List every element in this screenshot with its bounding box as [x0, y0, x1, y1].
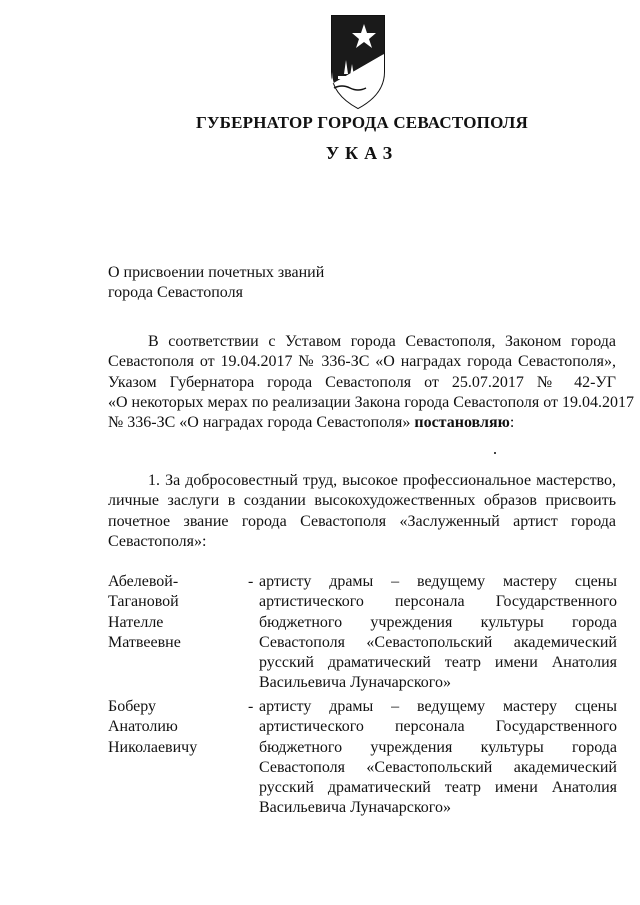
- preamble-line: Севастополя от 19.04.2017 № 336-ЗС «О наградах города Севастополя»,: [108, 353, 616, 371]
- clause-line: 1. За добросовестный труд, высокое профессиональное мастерство,: [148, 472, 616, 489]
- document-type-heading: УКАЗ: [325, 143, 399, 163]
- preamble-last-text: № 336-ЗС «О наградах города Севастополя»: [108, 414, 411, 432]
- awardee-name-line: Николаевичу: [108, 738, 198, 756]
- awardee-dash: -: [248, 573, 254, 590]
- preamble-line: В соответствии с Уставом города Севастополя, Законом города: [148, 333, 616, 350]
- description-line: бюджетного учреждения культуры города: [259, 613, 617, 631]
- awardee-name: [108, 572, 238, 653]
- description-line: русский драматический театр имени Анатолия: [259, 779, 617, 797]
- stray-mark: [494, 452, 496, 454]
- clause-line: личные заслуги в создании высокохудожественных образов присвоить: [108, 492, 616, 510]
- description-line: Севастополя «Севастопольский академический: [259, 758, 617, 776]
- preamble-line: [108, 413, 616, 433]
- awardee-description: [259, 572, 617, 694]
- preamble-line: Указом Губернатора города Севастополя от 25.07.2017 № 42-УГ: [108, 373, 616, 391]
- awardee-name-line: Абелевой-: [108, 573, 179, 590]
- awardee-name-line: Боберу: [108, 698, 157, 715]
- clause-1-paragraph: [108, 471, 616, 552]
- subject-line: города Севастополя: [108, 284, 243, 301]
- description-line: артистического персонала Государственного: [259, 593, 617, 611]
- description-line: русский драматический театр имени Анатолия: [259, 654, 617, 672]
- awardee-dash: -: [248, 698, 254, 715]
- decree-subject: [108, 263, 324, 303]
- awardee-name-line: Тагановой: [108, 593, 179, 611]
- decree-colon: :: [509, 414, 515, 432]
- description-line: Севастополя «Севастопольский академический: [259, 633, 617, 651]
- description-line: артистического персонала Государственного: [259, 718, 617, 736]
- clause-line: почетное звание города Севастополя «Заслуженный артист города: [108, 512, 616, 530]
- description-line: артисту драмы – ведущему мастеру сцены: [259, 698, 617, 715]
- subject-line: О присвоении почетных званий: [108, 264, 325, 281]
- awardee-name-line: Матвеевне: [108, 633, 181, 651]
- description-line: бюджетного учреждения культуры города: [259, 738, 617, 756]
- clause-line: Севастополя»:: [108, 532, 207, 550]
- issuing-authority-heading: ГУБЕРНАТОР ГОРОДА СЕВАСТОПОЛЯ: [195, 113, 528, 132]
- awardee-name-line: Анатолию: [108, 718, 178, 736]
- description-line: артисту драмы – ведущему мастеру сцены: [259, 573, 617, 590]
- awardee-description: [259, 697, 617, 819]
- awardee-name: [108, 697, 238, 758]
- description-line: Васильевича Луначарского»: [259, 799, 451, 817]
- preamble-paragraph: [108, 332, 635, 433]
- awardee-name-line: Нателле: [108, 613, 164, 631]
- preamble-line: «О некоторых мерах по реализации Закона города Севастополя от 19.04.2017: [108, 393, 635, 411]
- coat-of-arms-emblem: [328, 14, 388, 110]
- description-line: Васильевича Луначарского»: [259, 674, 451, 692]
- decree-word: постановляю: [414, 414, 510, 432]
